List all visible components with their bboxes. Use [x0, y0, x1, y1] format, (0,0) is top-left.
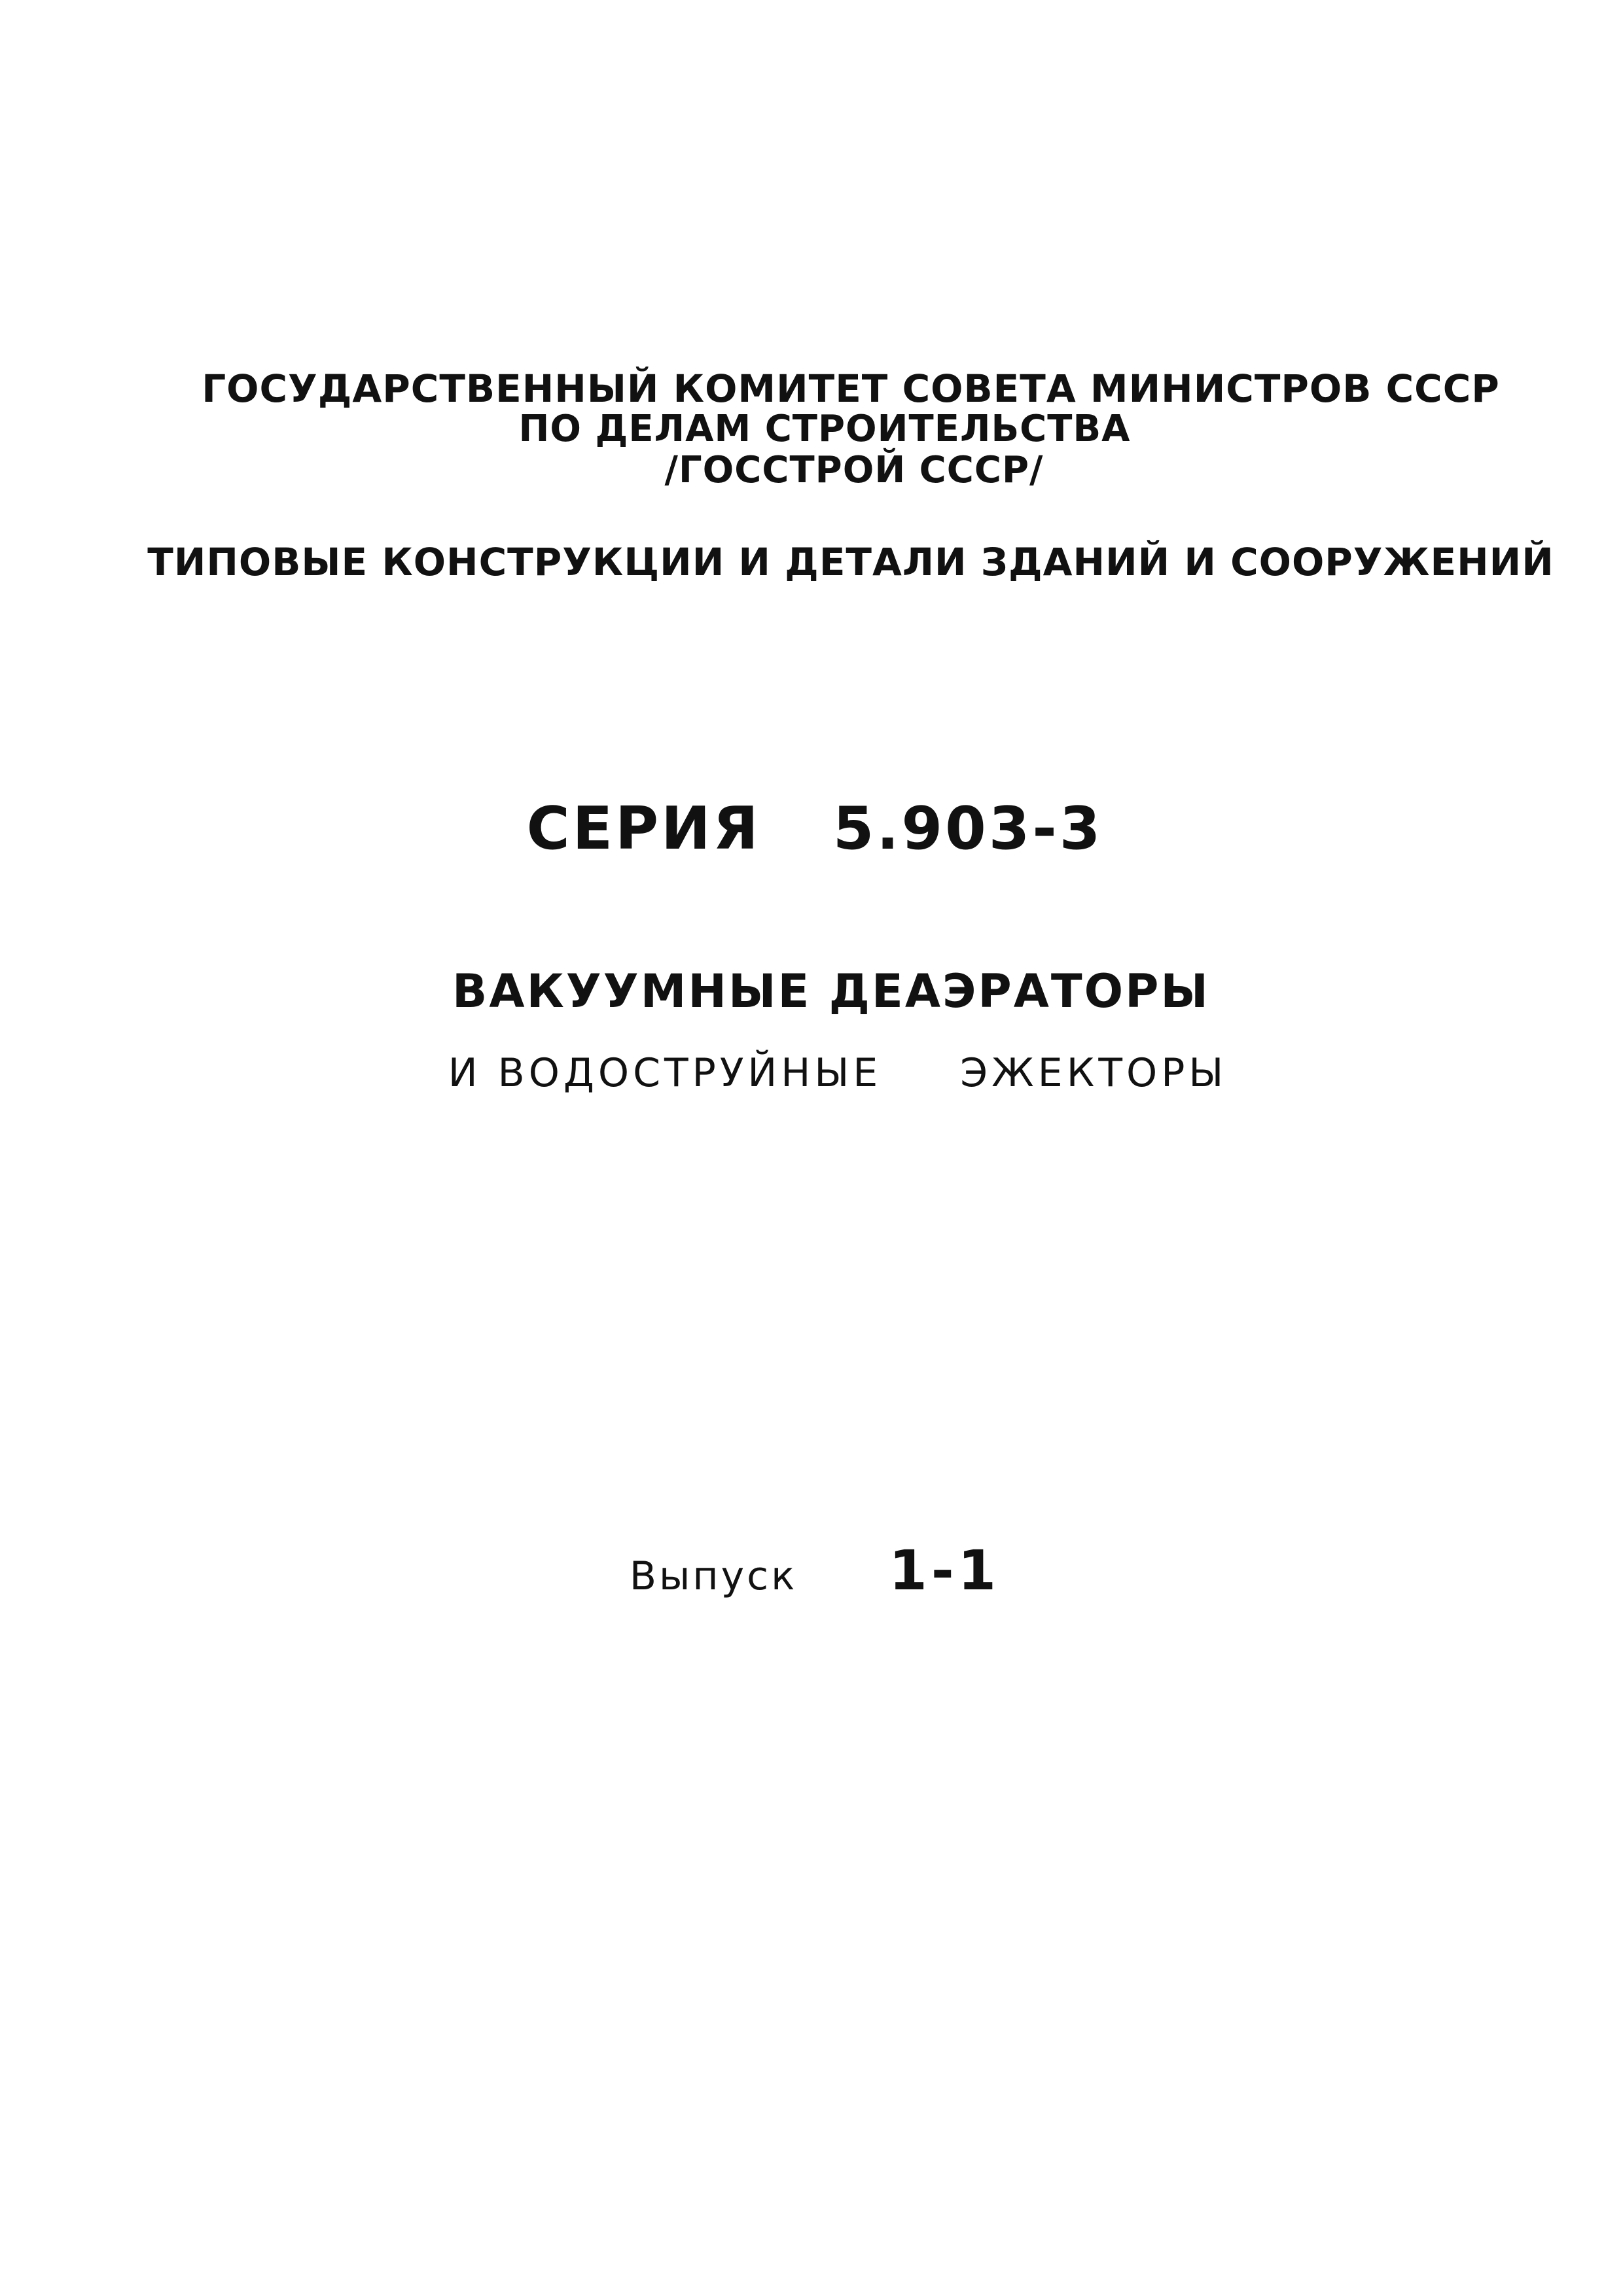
committee-subtitle: ПО ДЕЛАМ СТРОИТЕЛЬСТВА [518, 408, 1131, 450]
subtitle-part-1: И ВОДОСТРУЙНЫЕ [448, 1050, 882, 1096]
issue-number: 1-1 [889, 1538, 1001, 1602]
series-label: СЕРИЯ [526, 794, 761, 863]
issue-label: Выпуск [629, 1553, 798, 1599]
series-number: 5.903-3 [832, 794, 1103, 863]
issue-line [629, 1538, 1001, 1602]
series-heading [526, 794, 1103, 863]
document-title: ВАКУУМНЫЕ ДЕАЭРАТОРЫ [452, 964, 1210, 1018]
gosstroy-label: /ГОССТРОЙ СССР/ [664, 449, 1044, 491]
subtitle-part-2: ЭЖЕКТОРЫ [960, 1050, 1228, 1096]
catalog-heading: ТИПОВЫЕ КОНСТРУКЦИИ И ДЕТАЛИ ЗДАНИЙ И СООРУЖЕНИЙ [147, 540, 1554, 584]
committee-name: ГОСУДАРСТВЕННЫЙ КОМИТЕТ СОВЕТА МИНИСТРОВ СССР [202, 366, 1500, 411]
document-subtitle [448, 1050, 1228, 1096]
